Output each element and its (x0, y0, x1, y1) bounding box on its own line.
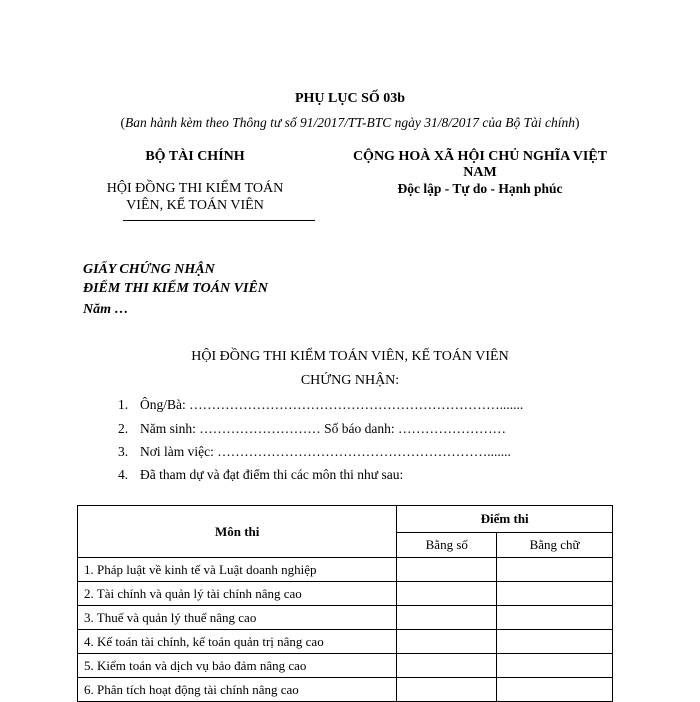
council-heading: HỘI ĐỒNG THI KIỂM TOÁN VIÊN, KẾ TOÁN VIÊN (191, 349, 509, 364)
field-number: 1. (118, 397, 129, 412)
score-words-cell (497, 654, 613, 678)
annex-title: PHỤ LỤC SỐ 03b (294, 91, 406, 106)
score-numeric-cell (397, 606, 497, 630)
certificate-title (83, 260, 268, 298)
certifies-label: CHỨNG NHẬN: (300, 373, 400, 388)
header-score: Điểm thi (397, 506, 613, 533)
field-number: 2. (118, 421, 129, 436)
table-row (78, 654, 613, 678)
subject-cell: 3. Thuế và quản lý thuế nâng cao (78, 606, 397, 630)
certificate-year: Năm … (83, 302, 129, 317)
score-words-cell (497, 630, 613, 654)
field-full-name (118, 397, 523, 413)
issuance-note (0, 115, 700, 131)
table-header-row (78, 506, 613, 533)
score-numeric-cell (397, 678, 497, 702)
field-number: 3. (118, 444, 129, 459)
score-words-cell (497, 582, 613, 606)
subject-cell: 5. Kiểm toán và dịch vụ bảo đảm nâng cao (78, 654, 397, 678)
score-numeric-cell (397, 654, 497, 678)
certificate-title-line1: GIẤY CHỨNG NHẬN (83, 262, 215, 277)
field-text: Năm sinh: ……………………… Số báo danh: …………………… (140, 421, 506, 436)
field-exam-statement (118, 467, 403, 483)
subject-cell: 2. Tài chính và quản lý tài chính nâng cao (78, 582, 397, 606)
table-row (78, 582, 613, 606)
score-numeric-cell (397, 630, 497, 654)
ministry-name: BỘ TÀI CHÍNH (145, 149, 245, 164)
table-row (78, 606, 613, 630)
score-words-cell (497, 606, 613, 630)
national-motto: Độc lập - Tự do - Hạnh phúc (397, 181, 563, 196)
subject-cell: 1. Pháp luật về kinh tế và Luật doanh nghiệp (78, 558, 397, 582)
issuance-note-text: Ban hành kèm theo Thông tư số 91/2017/TT-BTC ngày 31/8/2017 của Bộ Tài chính (125, 115, 575, 130)
header-score-words: Bằng chữ (497, 533, 613, 558)
field-workplace (118, 444, 511, 460)
score-numeric-cell (397, 582, 497, 606)
score-words-cell (497, 678, 613, 702)
table-row (78, 678, 613, 702)
field-text: Nơi làm việc: ……………………………………………………....... (140, 444, 511, 459)
table-row (78, 558, 613, 582)
score-table (77, 505, 613, 702)
field-number: 4. (118, 467, 129, 482)
issuance-note-open: ( (120, 115, 125, 130)
score-numeric-cell (397, 558, 497, 582)
field-text: Đã tham dự và đạt điểm thi các môn thi như sau: (140, 467, 404, 482)
field-birth-year-candidate-number (118, 421, 506, 437)
council-underline (123, 220, 315, 221)
header-subject: Môn thi (78, 506, 397, 558)
field-text: Ông/Bà: ……………………………………………………………....... (140, 397, 524, 412)
header-score-numeric: Bằng số (397, 533, 497, 558)
council-name: HỘI ĐỒNG THI KIỂM TOÁN VIÊN, KẾ TOÁN VIÊN (106, 181, 284, 213)
score-words-cell (497, 558, 613, 582)
subject-cell: 4. Kế toán tài chính, kế toán quản trị nâng cao (78, 630, 397, 654)
subject-cell: 6. Phân tích hoạt động tài chính nâng cao (78, 678, 397, 702)
issuance-note-close: ) (574, 115, 580, 130)
table-row (78, 630, 613, 654)
republic-name: CỘNG HOÀ XÃ HỘI CHỦ NGHĨA VIỆT NAM (352, 149, 608, 180)
certificate-title-line2: ĐIỂM THI KIỂM TOÁN VIÊN (83, 281, 268, 296)
